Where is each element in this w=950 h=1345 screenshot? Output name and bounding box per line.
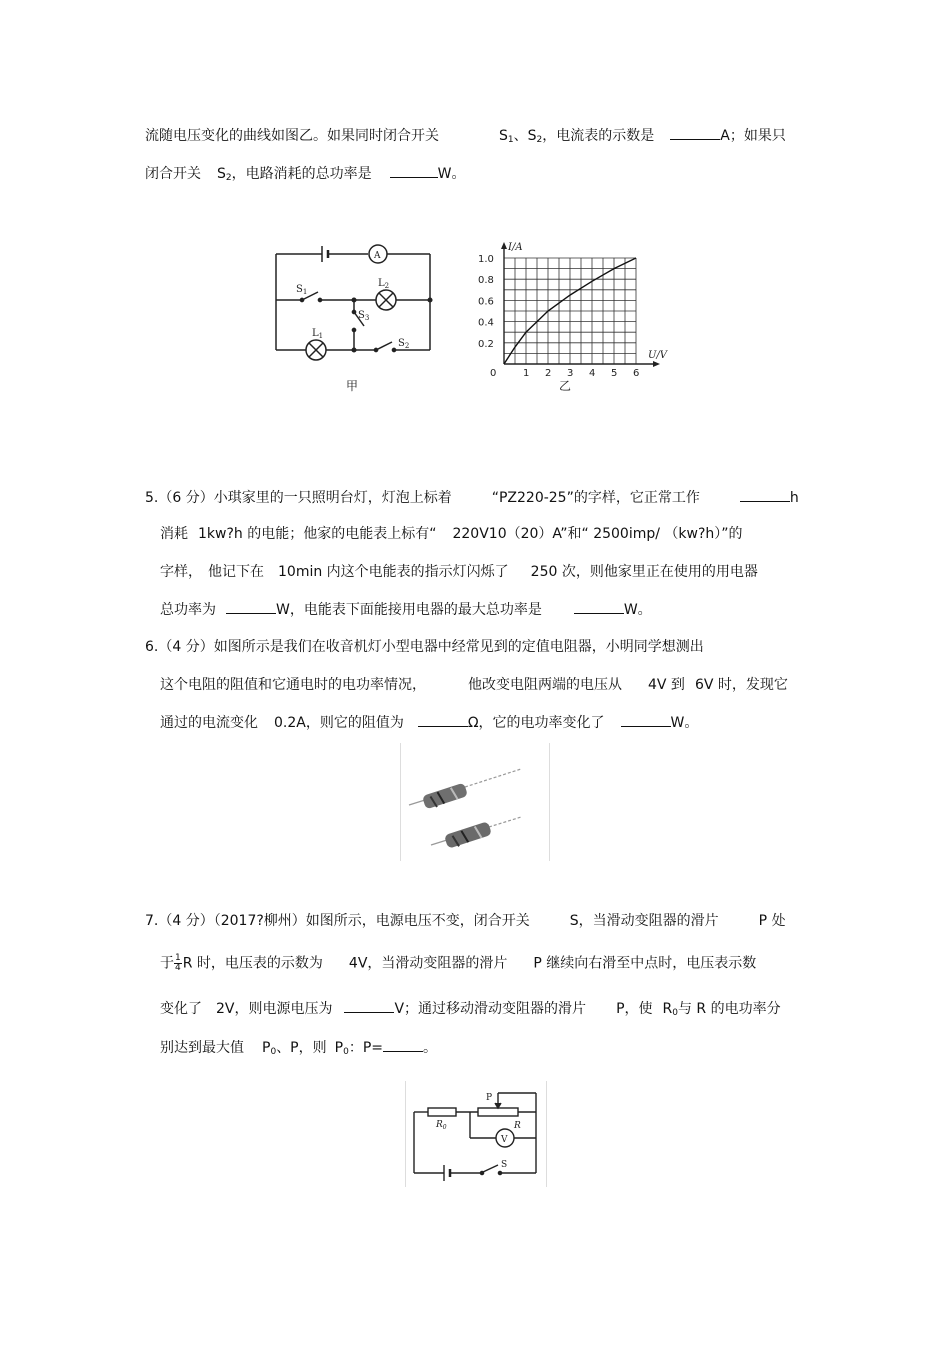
x-tick-label: 5	[611, 368, 618, 379]
q6-text-line-2: 这个电阻的阻值和它通电时的电功率情况， 他改变电阻两端的电压从 4V 到 6V 时，发现它	[160, 677, 788, 693]
x-axis-label: U/V	[648, 350, 668, 361]
x-tick-label: 6	[633, 368, 640, 379]
y-tick-label: 0.8	[478, 275, 494, 287]
label-p: P	[486, 1093, 493, 1103]
label-s3: $S_3$	[358, 310, 370, 322]
iu-graph	[478, 242, 669, 379]
x-tick-label: 3	[567, 368, 574, 379]
q7-number: 7.	[145, 913, 159, 929]
resistor-bottom	[431, 817, 521, 849]
resistor-r0	[428, 1108, 456, 1116]
q7-text-line-2: 于 $\frac{1}{4}$ R 时，电压表的示数为 4V，当滑动变阻器的滑片 P 继续向右滑至中点时，电压表示数	[160, 953, 757, 973]
q4-figure-svg	[272, 238, 676, 394]
label-l2: $L_2$	[378, 278, 390, 290]
q7-text-line-1: 7.（4 分）（2017?柳州）如图所示，电源电压不变，闭合开关 S，当滑动变阻器的滑片 P 处	[145, 913, 786, 929]
q5-text-line-2: 消耗 1kw?h 的电能；他家的电能表上标有“ 220V10（20）A”和“ 2500imp/ （kw?h）”的	[160, 526, 743, 542]
y-tick-label: 0.4	[478, 317, 494, 329]
q6-number: 6.	[145, 639, 159, 655]
answer-blank	[390, 164, 438, 178]
x-tick-label: 2	[545, 368, 552, 379]
answer-blank	[621, 713, 671, 727]
x-tick-label: 1	[523, 368, 530, 379]
y-tick-label: 1.0	[478, 254, 494, 265]
voltmeter-label: V	[501, 1135, 508, 1145]
resistor-photo	[400, 743, 550, 861]
caption-jia: 甲	[346, 379, 359, 393]
q4-text-line-2: 闭合开关 $S_2$，电路消耗的总功率是 W。	[145, 166, 466, 183]
label-s: S	[501, 1160, 508, 1170]
answer-blank	[344, 999, 394, 1013]
answer-blank	[740, 488, 790, 502]
q4-text-line-1: 流随电压变化的曲线如图乙。如果同时闭合开关 $S_1$、$S_2$，电流表的示数是 A；如果只	[145, 128, 786, 145]
q7-text-line-3: 变化了 2V，则电源电压为 V；通过移动滑动变阻器的滑片 P，使 $R_0$与 R 的电功率分	[160, 1001, 781, 1018]
q7-circuit-svg	[406, 1081, 546, 1187]
q6-text-line-1: 6.（4 分）如图所示是我们在收音机灯小型电器中经常见到的定值电阻器，小明同学想测出	[145, 639, 704, 655]
label-s2: $S_2$	[398, 338, 410, 350]
q5-text-line-3: 字样， 他记下在 10min 内这个电能表的指示灯闪烁了 250 次，则他家里正在使用的用电器	[160, 564, 758, 580]
q5-text-line-1: 5.（6 分）小琪家里的一只照明台灯，灯泡上标着 “PZ220-25”的字样，它正常工作 h	[145, 490, 799, 506]
y-axis-label: I/A	[508, 242, 523, 253]
caption-yi: 乙	[559, 379, 572, 393]
label-r: R	[514, 1121, 521, 1131]
resistor-top	[409, 769, 521, 809]
label-l1: $L_1$	[312, 328, 324, 340]
answer-blank	[226, 600, 276, 614]
label-r0: $R_0$	[436, 1120, 447, 1131]
x-tick-label: 4	[589, 368, 596, 379]
answer-blank	[670, 126, 720, 140]
q5-number: 5.	[145, 490, 159, 506]
label-s1: $S_1$	[296, 284, 308, 296]
fraction-one-quarter: $\frac{1}{4}$	[175, 953, 181, 973]
ammeter-label: A	[374, 251, 381, 261]
x-tick-label: 0	[490, 368, 497, 379]
y-tick-label: 0.2	[478, 338, 494, 350]
q5-text-line-4: 总功率为 W，电能表下面能接用电器的最大总功率是 W。	[160, 602, 652, 618]
y-axis-arrow	[501, 242, 507, 249]
q7-text-line-4: 别达到最大值 $P_0$、P，则 $P_0$：P= 。	[160, 1040, 438, 1057]
q6-text-line-3: 通过的电流变化 0.2A，则它的阻值为 Ω，它的电功率变化了 W。	[160, 715, 699, 731]
switch-s-blade	[483, 1165, 498, 1172]
switch-s2-blade	[376, 342, 392, 350]
y-tick-label: 0.6	[478, 296, 494, 308]
resistor-photo-svg	[401, 743, 549, 861]
answer-blank	[383, 1038, 423, 1052]
x-axis-arrow	[653, 361, 660, 367]
q7-circuit-figure	[405, 1081, 547, 1187]
q4-figure	[272, 238, 676, 394]
answer-blank	[574, 600, 624, 614]
answer-blank	[418, 713, 468, 727]
